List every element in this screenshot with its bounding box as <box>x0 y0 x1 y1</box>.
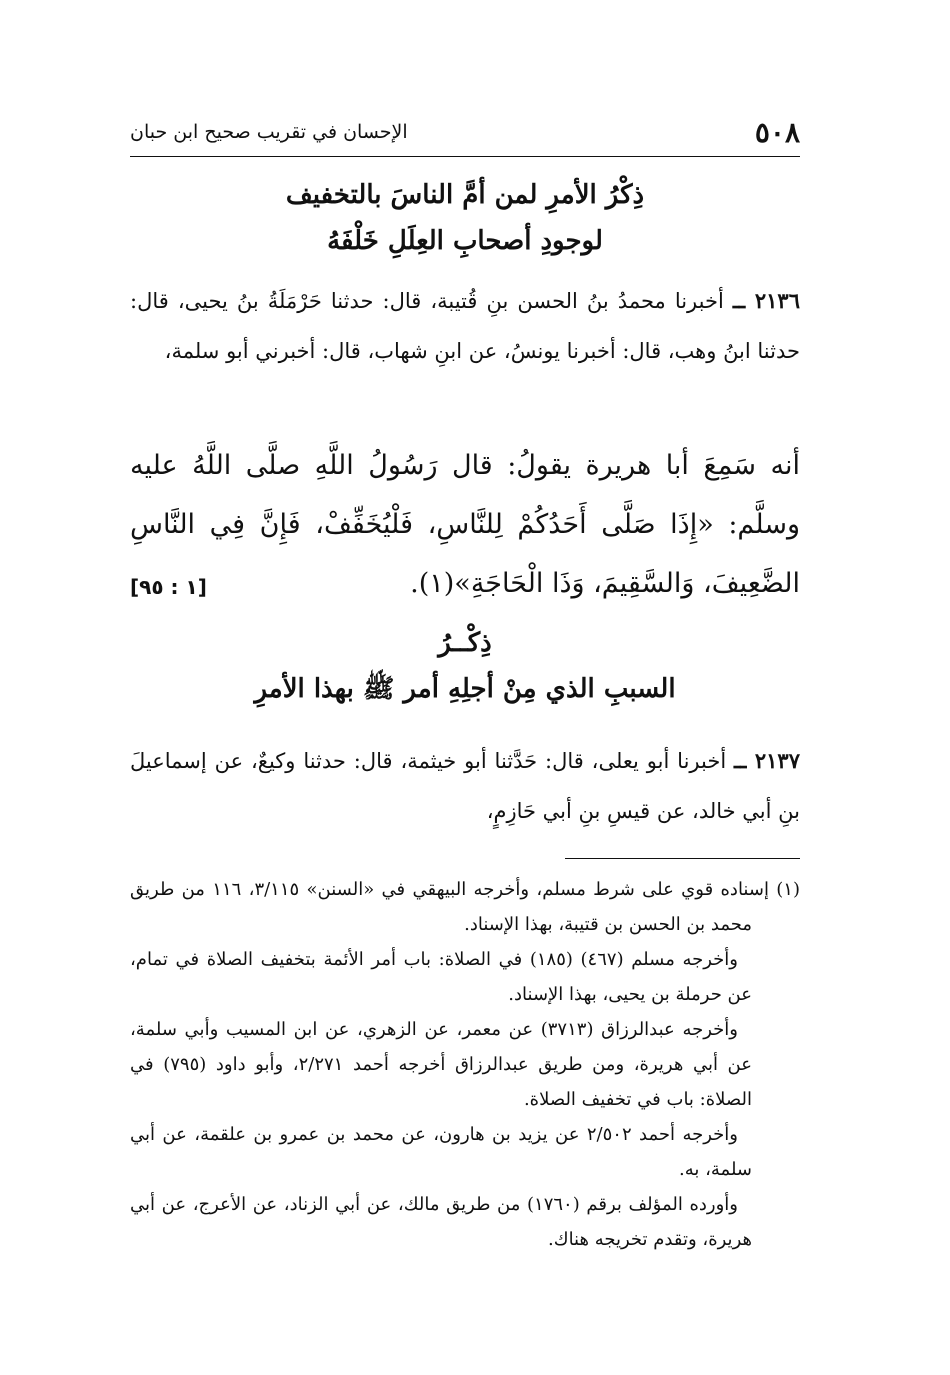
footnote-paragraph: (١) إسناده قوي على شرط مسلم، وأخرجه البيهقي في «السنن» ٣/١١٥، ١١٦ من طريق محمد بن الحسن بن قتيبة، بهذا الإسناد. <box>130 879 800 935</box>
section-heading-2-line-1: ذِكْــرُ <box>438 628 492 658</box>
hadith-number: ٢١٣٦ ــ <box>732 288 800 313</box>
section-heading-1-line-1: ذِكْرُ الأمرِ لمن أمَّ الناسَ بالتخفيف <box>285 180 645 210</box>
footnote-rule <box>565 858 800 859</box>
hadith-isnad-text: أخبرنا محمدُ بنُ الحسن بنِ قُتيبة، قال: حدثنا حَرْمَلَةُ بنُ يحيى، قال: حدثنا ابنُ وهب، قال: أخبرنا يونسُ، عن ابنِ شهاب، قال: أخبرني أبو سلمة، <box>130 289 800 363</box>
page-number: ٥٠٨ <box>754 115 800 149</box>
footnote-paragraph: وأخرجه أحمد ٢/٥٠٢ عن يزيد بن هارون، عن محمد بن عمرو بن علقمة، عن أبي سلمة، به. <box>130 1124 752 1180</box>
footnote-paragraph: وأخرجه عبدالرزاق (٣٧١٣) عن معمر، عن الزهري، عن ابن المسيب وأبي سلمة، عن أبي هريرة، ومن طريق عبدالرزاق أخرجه أحمد ٢/٢٧١، وأبو داود (٧٩٥) في الصلاة: باب في تخفيف الصلاة. <box>130 1019 752 1110</box>
hadith-2136-matn-paragraph <box>130 436 800 617</box>
hadith-matn-text: أنه سَمِعَ أبا هريرة يقولُ: قال رَسُولُ اللَّهِ صلَّى اللَّهُ عليه وسلَّم: «إِذَا صَلَّى أَحَدُكُمْ لِلنَّاسِ، فَلْيُخَفِّفْ، فَإِنَّ فِي النَّاسِ الضَّعِيفَ، وَالسَّقِيمَ، وَذَا الْحَاجَةِ»(١). <box>130 450 800 599</box>
hadith-isnad-text: أخبرنا أبو يعلى، قال: حَدَّثنا أبو خيثمة، قال: حدثنا وكيعٌ، عن إسماعيلَ بنِ أبي خالد، عن قيسِ بنِ أبي حَازِمٍ، <box>130 749 800 823</box>
hadith-reference: [١ : ٩٥] <box>130 575 207 599</box>
hadith-2137-isnad-paragraph <box>130 736 800 836</box>
footnote-paragraph: وأورده المؤلف برقم (١٧٦٠) من طريق مالك، عن أبي الزناد، عن الأعرج، عن أبي هريرة، وتقدم تخريجه هناك. <box>130 1194 752 1250</box>
section-heading-2-line-2: السببِ الذي مِنْ أجلِهِ أمر ﷺ بهذا الأمرِ <box>254 674 676 704</box>
hadith-2136-isnad-paragraph <box>130 276 800 376</box>
header-rule <box>130 156 800 157</box>
running-header <box>130 112 800 152</box>
footnote-paragraph: وأخرجه مسلم (٤٦٧) (١٨٥) في الصلاة: باب أمر الأئمة بتخفيف الصلاة في تمام، عن حرملة بن يحيى، بهذا الإسناد. <box>130 949 752 1005</box>
footnotes-block <box>130 872 800 1257</box>
section-heading-1-line-2: لوجودِ أصحابِ العِلَلِ خَلْفَهُ <box>327 226 603 256</box>
book-title: الإحسان في تقريب صحيح ابن حبان <box>130 121 408 143</box>
hadith-number: ٢١٣٧ ــ <box>734 748 800 773</box>
